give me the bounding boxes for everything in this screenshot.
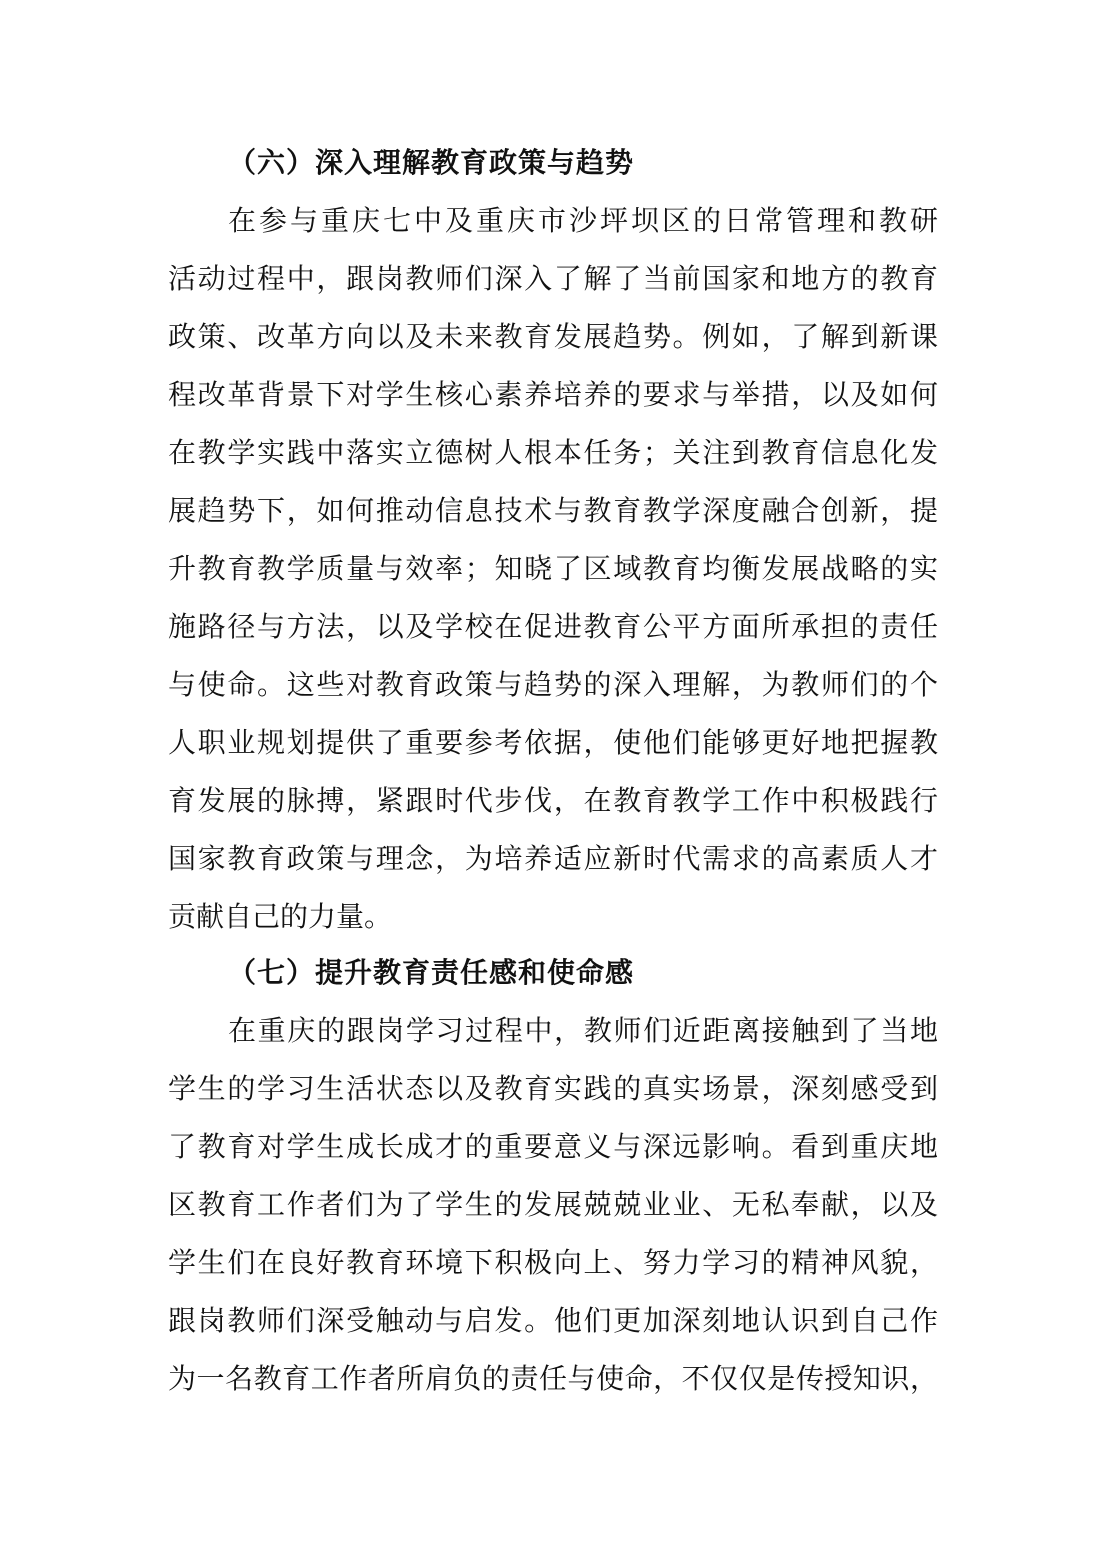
paragraph-line: 在重庆的跟岗学习过程中，教师们近距离接触到了当地 bbox=[228, 1014, 938, 1047]
paragraph-line: 施路径与方法，以及学校在促进教育公平方面所承担的责任 bbox=[168, 610, 938, 643]
paragraph-line: 区教育工作者们为了学生的发展兢兢业业、无私奉献，以及 bbox=[168, 1188, 938, 1221]
paragraph-line: 在参与重庆七中及重庆市沙坪坝区的日常管理和教研 bbox=[228, 204, 938, 237]
paragraph-line: 学生们在良好教育环境下积极向上、努力学习的精神风貌， bbox=[168, 1246, 938, 1279]
paragraph-line: 与使命。这些对教育政策与趋势的深入理解，为教师们的个 bbox=[168, 668, 938, 701]
paragraph-line: 程改革背景下对学生核心素养培养的要求与举措，以及如何 bbox=[168, 378, 938, 411]
section-heading-6: （六）深入理解教育政策与趋势 bbox=[228, 146, 635, 179]
paragraph-line: 在教学实践中落实立德树人根本任务；关注到教育信息化发 bbox=[168, 436, 938, 469]
paragraph-line: 育发展的脉搏，紧跟时代步伐，在教育教学工作中积极践行 bbox=[168, 784, 938, 817]
paragraph-line: 人职业规划提供了重要参考依据，使他们能够更好地把握教 bbox=[168, 726, 938, 759]
paragraph-line: 为一名教育工作者所肩负的责任与使命，不仅仅是传授知识， bbox=[168, 1362, 938, 1395]
paragraph-line: 政策、改革方向以及未来教育发展趋势。例如，了解到新课 bbox=[168, 320, 938, 353]
paragraph-line: 升教育教学质量与效率；知晓了区域教育均衡发展战略的实 bbox=[168, 552, 938, 585]
paragraph-line: 学生的学习生活状态以及教育实践的真实场景，深刻感受到 bbox=[168, 1072, 938, 1105]
section-heading-7: （七）提升教育责任感和使命感 bbox=[228, 956, 635, 989]
paragraph-line: 活动过程中，跟岗教师们深入了解了当前国家和地方的教育 bbox=[168, 262, 938, 295]
paragraph-line: 展趋势下，如何推动信息技术与教育教学深度融合创新，提 bbox=[168, 494, 938, 527]
paragraph-line: 了教育对学生成长成才的重要意义与深远影响。看到重庆地 bbox=[168, 1130, 938, 1163]
paragraph-line: 贡献自己的力量。 bbox=[168, 900, 393, 933]
paragraph-line: 国家教育政策与理念，为培养适应新时代需求的高素质人才 bbox=[168, 842, 938, 875]
paragraph-line: 跟岗教师们深受触动与启发。他们更加深刻地认识到自己作 bbox=[168, 1304, 938, 1337]
